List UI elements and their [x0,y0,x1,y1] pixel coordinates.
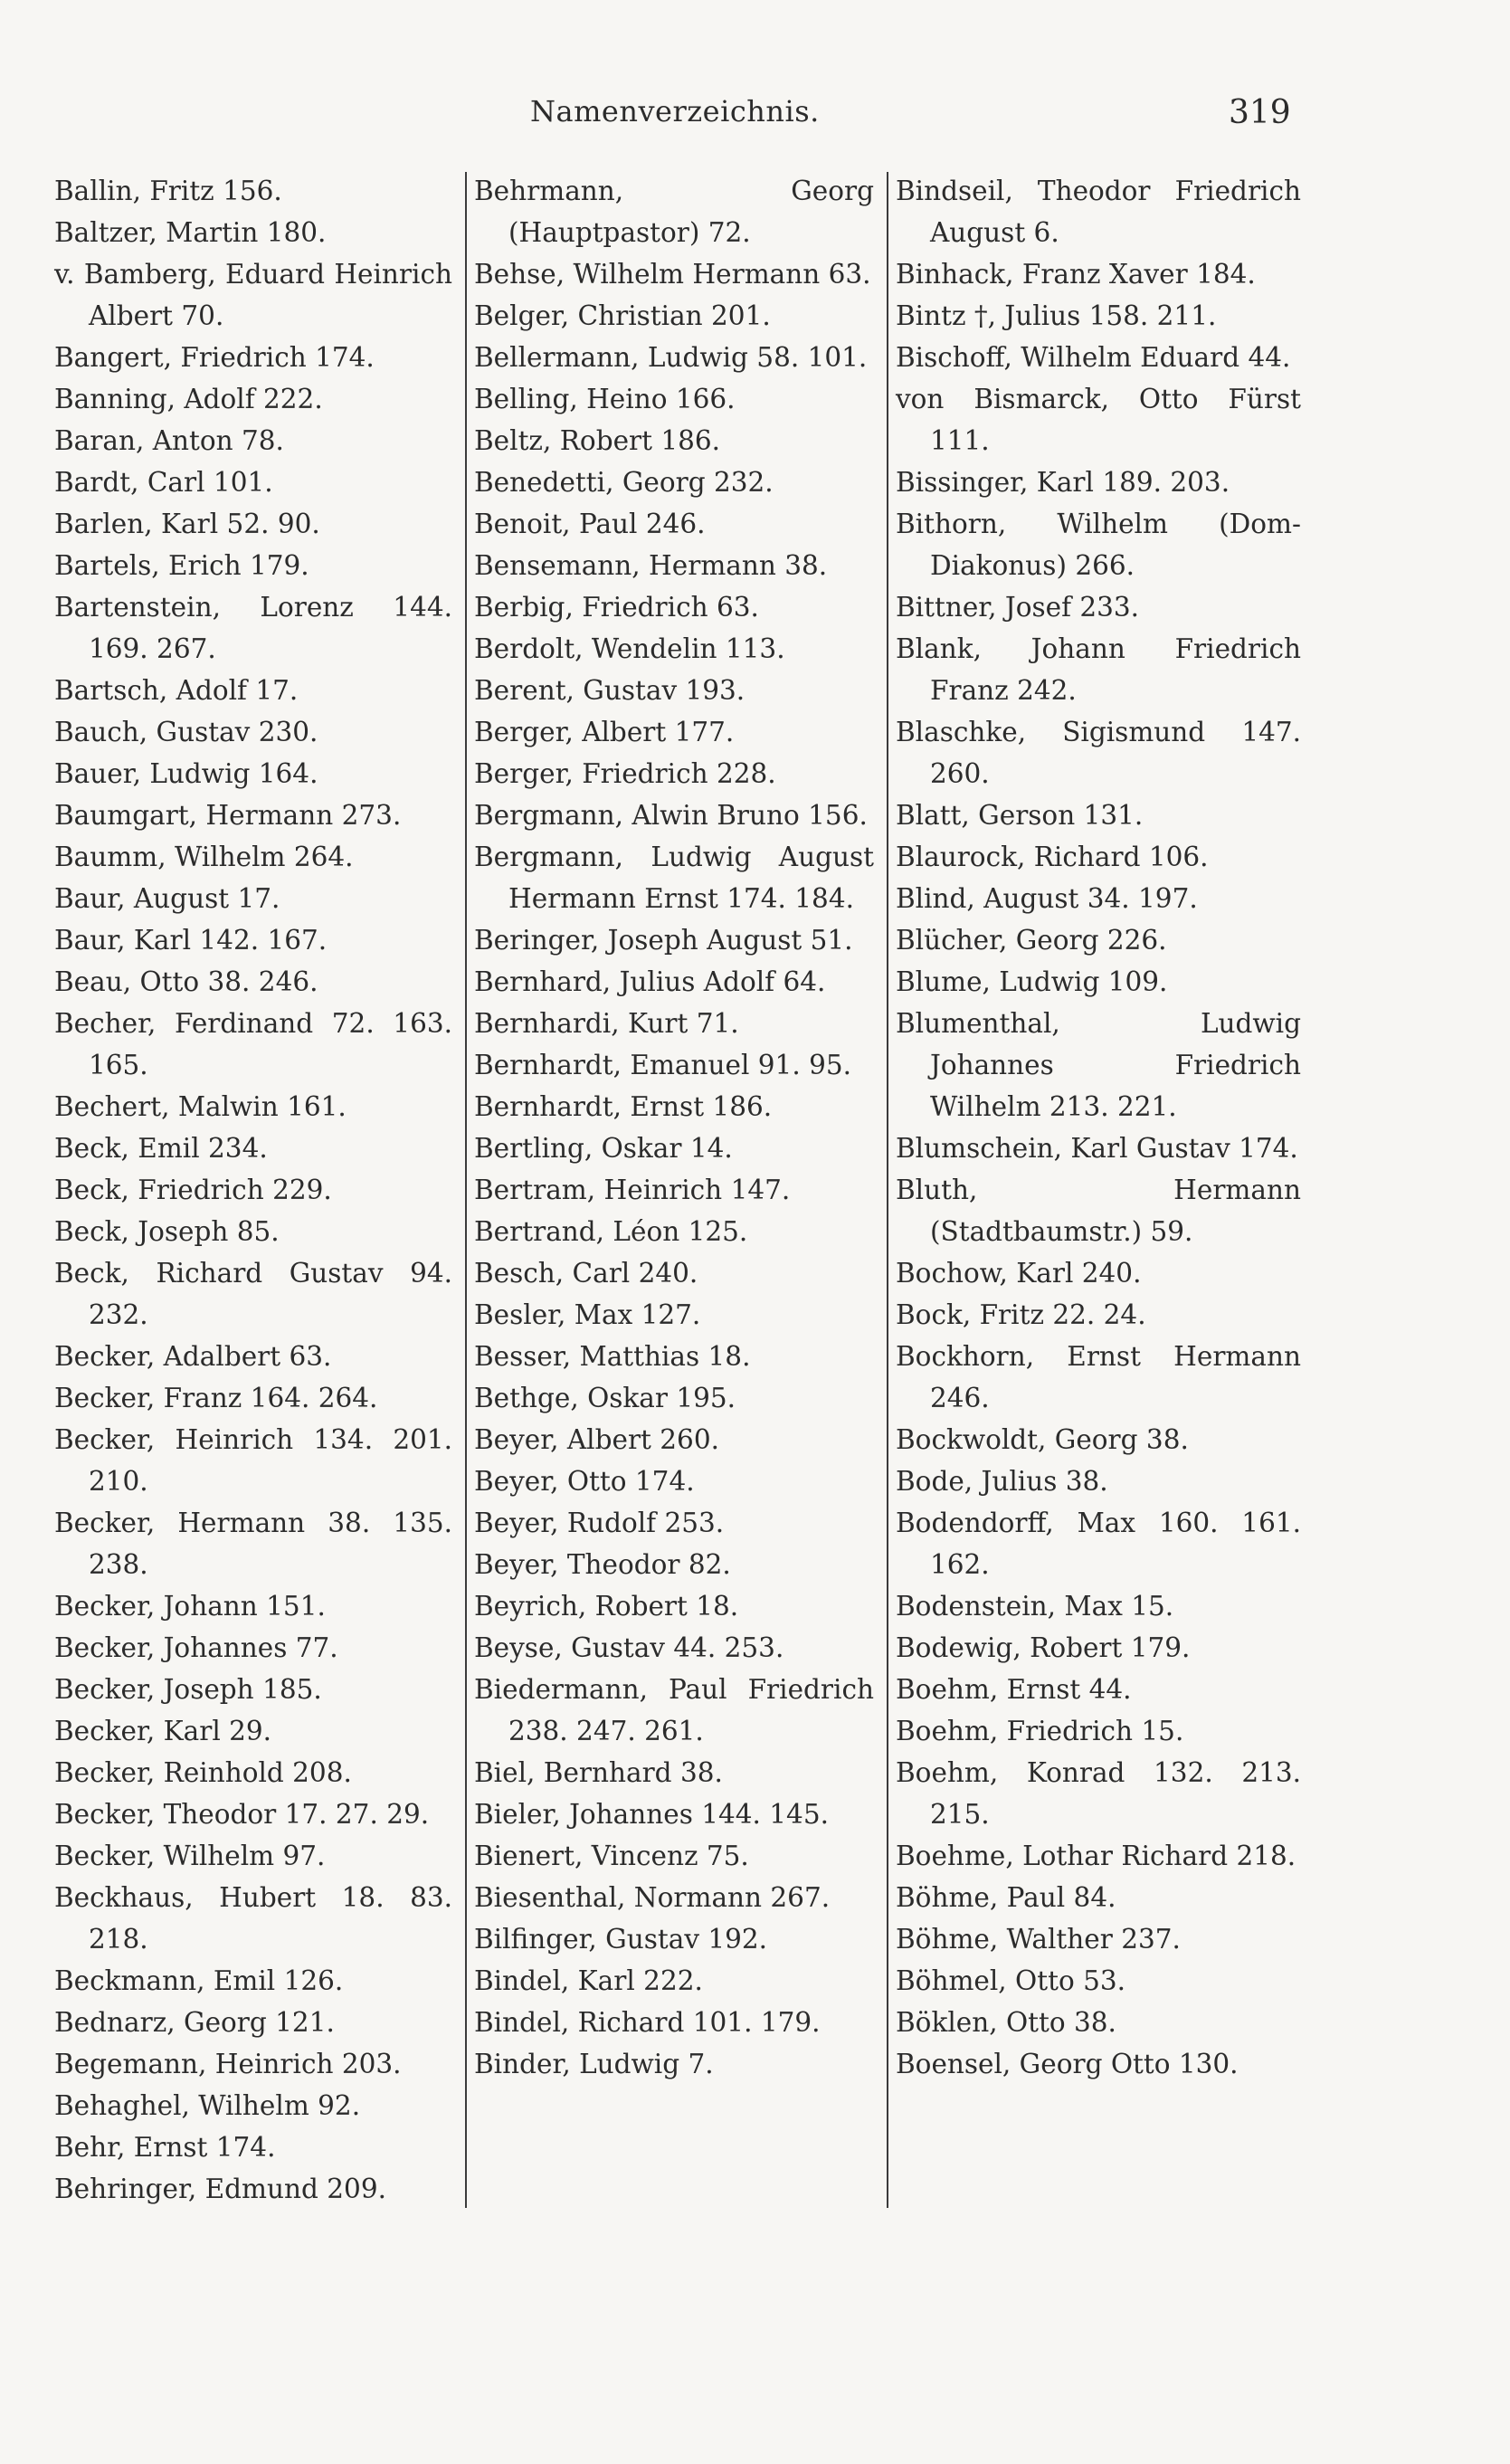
index-entry: Bergmann, Alwin Bruno 156. [474,800,868,831]
index-entry: Beau, Otto 38. 246. [54,966,318,997]
page-header [0,94,1510,138]
index-column-2 [474,170,874,2085]
index-entry: Bittner, Josef 233. [896,592,1140,623]
index-entry: Berbig, Friedrich 63. [474,592,759,623]
index-entry: Bodendorff, Max 160. 161. 162. [896,1508,1301,1580]
index-entry: Beckhaus, Hubert 18. 83. 218. [54,1882,452,1955]
index-entry: Beringer, Joseph August 51. [474,925,853,956]
index-entry: Bernhardt, Emanuel 91. 95. [474,1050,851,1080]
index-columns [0,170,1510,2233]
index-entry: Beyse, Gustav 44. 253. [474,1632,784,1663]
index-entry: Boensel, Georg Otto 130. [896,2049,1239,2079]
index-entry: Behringer, Edmund 209. [54,2174,386,2204]
index-entry: Bilfinger, Gustav 192. [474,1924,768,1955]
index-entry: Blaschke, Sigismund 147. 260. [896,717,1301,789]
index-entry: Becker, Hermann 38. 135. 238. [54,1508,452,1580]
index-entry: Binhack, Franz Xaver 184. [896,259,1256,290]
index-entry: Biesenthal, Normann 267. [474,1882,831,1913]
index-entry: Behr, Ernst 174. [54,2132,276,2163]
index-entry: Bindel, Richard 101. 179. [474,2007,821,2038]
index-entry: Becker, Johann 151. [54,1591,326,1622]
index-entry: Bodenstein, Max 15. [896,1591,1174,1622]
index-entry: Berent, Gustav 193. [474,675,746,706]
index-entry: Bartels, Erich 179. [54,550,309,581]
index-entry: Berger, Friedrich 228. [474,758,776,789]
index-entry: Bindel, Karl 222. [474,1965,703,1996]
index-entry: Bock, Fritz 22. 24. [896,1299,1146,1330]
index-entry: Bissinger, Karl 189. 203. [896,467,1230,498]
index-entry: Böklen, Otto 38. [896,2007,1116,2038]
index-entry: Blind, August 34. 197. [896,883,1198,914]
index-entry: Benoit, Paul 246. [474,509,706,539]
index-entry: Boehm, Konrad 132. 213. 215. [896,1757,1301,1830]
index-entry: Bardt, Carl 101. [54,467,273,498]
index-entry: Barlen, Karl 52. 90. [54,509,320,539]
index-entry: Blumenthal, Ludwig Johannes Friedrich Wilhelm 213. 221. [896,1008,1301,1122]
index-entry: Boehme, Lothar Richard 218. [896,1841,1296,1871]
index-entry: Becker, Theodor 17. 27. 29. [54,1799,430,1830]
index-entry: Bischoff, Wilhelm Eduard 44. [896,342,1291,373]
index-entry: Blatt, Gerson 131. [896,800,1144,831]
index-entry: Böhmel, Otto 53. [896,1965,1126,1996]
index-entry: Biedermann, Paul Friedrich 238. 247. 261. [474,1674,874,1746]
index-entry: Begemann, Heinrich 203. [54,2049,402,2079]
index-entry: Bauer, Ludwig 164. [54,758,318,789]
index-entry: Berdolt, Wendelin 113. [474,633,785,664]
index-entry: Bellermann, Ludwig 58. 101. [474,342,868,373]
index-column-3 [896,170,1301,2085]
index-entry: Blume, Ludwig 109. [896,966,1168,997]
index-entry: Besser, Matthias 18. [474,1341,751,1372]
index-entry: Bockwoldt, Georg 38. [896,1424,1189,1455]
index-entry: Banning, Adolf 222. [54,384,323,414]
index-entry: v. Bamberg, Eduard Heinrich Albert 70. [54,259,452,331]
index-entry: Beck, Friedrich 229. [54,1175,332,1205]
index-entry: Behaghel, Wilhelm 92. [54,2090,361,2121]
running-title: Namenverzeichnis. [530,94,820,128]
index-entry: Binder, Ludwig 7. [474,2049,714,2079]
index-entry: Behrmann, Georg (Hauptpastor) 72. [474,176,874,248]
index-entry: Bartsch, Adolf 17. [54,675,299,706]
index-entry: Baumgart, Hermann 273. [54,800,402,831]
index-entry: Bode, Julius 38. [896,1466,1108,1497]
index-entry: Beck, Emil 234. [54,1133,268,1164]
index-entry: Beck, Richard Gustav 94. 232. [54,1258,452,1330]
index-entry: Bintz †, Julius 158. 211. [896,300,1217,331]
index-entry: Blücher, Georg 226. [896,925,1167,956]
index-entry: Becker, Johannes 77. [54,1632,338,1663]
index-entry: Bodewig, Robert 179. [896,1632,1191,1663]
index-entry: Baltzer, Martin 180. [54,217,327,248]
index-entry: Bockhorn, Ernst Hermann 246. [896,1341,1301,1413]
index-entry: Baur, Karl 142. 167. [54,925,328,956]
index-entry: Bergmann, Ludwig August Hermann Ernst 174. 184. [474,842,874,914]
index-column-1 [54,170,452,2210]
index-entry: Bartenstein, Lorenz 144. 169. 267. [54,592,452,664]
index-entry: Bethge, Oskar 195. [474,1383,736,1413]
index-entry: Bertram, Heinrich 147. [474,1175,791,1205]
index-entry: Bienert, Vincenz 75. [474,1841,749,1871]
index-entry: Bernhardt, Ernst 186. [474,1091,773,1122]
index-entry: Blaurock, Richard 106. [896,842,1209,872]
index-entry: Bangert, Friedrich 174. [54,342,375,373]
index-entry: Besler, Max 127. [474,1299,701,1330]
index-entry: Bluth, Hermann (Stadtbaumstr.) 59. [896,1175,1301,1247]
index-entry: Bechert, Malwin 161. [54,1091,347,1122]
index-entry: Boehm, Friedrich 15. [896,1716,1184,1746]
page-number: 319 [1229,94,1291,131]
index-entry: Bernhardi, Kurt 71. [474,1008,739,1039]
index-entry: Becker, Reinhold 208. [54,1757,352,1788]
index-entry: von Bismarck, Otto Fürst 111. [896,384,1301,456]
index-entry: Bednarz, Georg 121. [54,2007,335,2038]
index-entry: Boehm, Ernst 44. [896,1674,1132,1705]
index-entry: Beyrich, Robert 18. [474,1591,739,1622]
index-entry: Behse, Wilhelm Hermann 63. [474,259,871,290]
index-entry: Bertling, Oskar 14. [474,1133,733,1164]
index-entry: Bensemann, Hermann 38. [474,550,828,581]
index-entry: Beyer, Otto 174. [474,1466,695,1497]
index-entry: Beyer, Albert 260. [474,1424,719,1455]
index-entry: Becker, Wilhelm 97. [54,1841,326,1871]
index-entry: Beltz, Robert 186. [474,425,721,456]
index-entry: Beyer, Rudolf 253. [474,1508,725,1538]
index-entry: Beck, Joseph 85. [54,1216,280,1247]
index-entry: Blank, Johann Friedrich Franz 242. [896,633,1301,706]
index-entry: Belling, Heino 166. [474,384,736,414]
index-entry: Blumschein, Karl Gustav 174. [896,1133,1298,1164]
index-entry: Ballin, Fritz 156. [54,176,282,206]
index-entry: Bernhard, Julius Adolf 64. [474,966,826,997]
index-entry: Baur, August 17. [54,883,280,914]
index-entry: Benedetti, Georg 232. [474,467,774,498]
index-entry: Bieler, Johannes 144. 145. [474,1799,829,1830]
index-entry: Biel, Bernhard 38. [474,1757,723,1788]
index-entry: Bauch, Gustav 230. [54,717,318,747]
index-entry: Becher, Ferdinand 72. 163. 165. [54,1008,452,1080]
index-entry: Baran, Anton 78. [54,425,284,456]
index-entry: Beckmann, Emil 126. [54,1965,344,1996]
index-entry: Beyer, Theodor 82. [474,1549,731,1580]
index-entry: Besch, Carl 240. [474,1258,698,1289]
index-entry: Böhme, Paul 84. [896,1882,1116,1913]
index-entry: Becker, Joseph 185. [54,1674,322,1705]
index-entry: Belger, Christian 201. [474,300,771,331]
index-entry: Baumm, Wilhelm 264. [54,842,354,872]
index-entry: Bertrand, Léon 125. [474,1216,748,1247]
index-entry: Bindseil, Theodor Friedrich August 6. [896,176,1301,248]
index-entry: Becker, Heinrich 134. 201. 210. [54,1424,452,1497]
index-entry: Becker, Karl 29. [54,1716,272,1746]
index-entry: Böhme, Walther 237. [896,1924,1181,1955]
index-entry: Becker, Adalbert 63. [54,1341,332,1372]
index-entry: Becker, Franz 164. 264. [54,1383,378,1413]
index-entry: Bithorn, Wilhelm (Dom-Diakonus) 266. [896,509,1301,581]
index-entry: Bochow, Karl 240. [896,1258,1142,1289]
index-entry: Berger, Albert 177. [474,717,735,747]
